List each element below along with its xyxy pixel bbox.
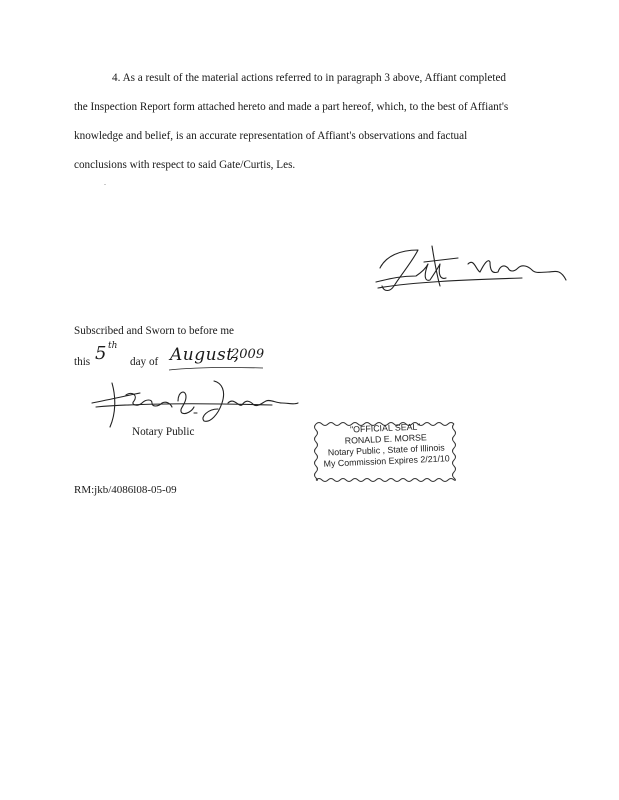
affidavit-paragraph-4 <box>74 64 574 180</box>
seal-title: "OFFICIAL SEAL" <box>349 421 421 435</box>
this-label: this <box>74 356 91 368</box>
seal-state: Notary Public , State of Illinois <box>327 442 445 458</box>
seal-notary-name: RONALD E. MORSE <box>344 432 427 446</box>
seal-text <box>317 420 455 470</box>
paragraph-line: 4. As a result of the material actions referred to in paragraph 3 above, Affiant completed <box>112 72 507 84</box>
subscribed-sworn-line: Subscribed and Sworn to before me <box>74 325 235 337</box>
jurat-date-line <box>74 341 314 376</box>
document-reference: RM:jkb/4086l08-05-09 <box>74 484 177 496</box>
notary-signature <box>82 373 302 433</box>
handwritten-day: 5 <box>95 343 107 364</box>
notary-public-label: Notary Public <box>132 426 195 438</box>
handwritten-month: August, <box>170 345 240 365</box>
handwritten-year: 2009 <box>231 347 265 362</box>
paragraph-line: conclusions with respect to said Gate/Curtis, Les. <box>74 159 296 171</box>
day-of-label: day of <box>130 356 159 368</box>
stray-mark: . <box>104 178 106 187</box>
seal-commission: My Commission Expires 2/21/10 <box>323 453 450 469</box>
affiant-signature <box>372 238 572 298</box>
paragraph-line: the Inspection Report form attached hereto and made a part hereof, which, to the best of Affiant's <box>74 101 509 113</box>
handwritten-day-suffix: th <box>108 341 118 351</box>
paragraph-line: knowledge and belief, is an accurate representation of Affiant's observations and factual <box>74 130 468 142</box>
